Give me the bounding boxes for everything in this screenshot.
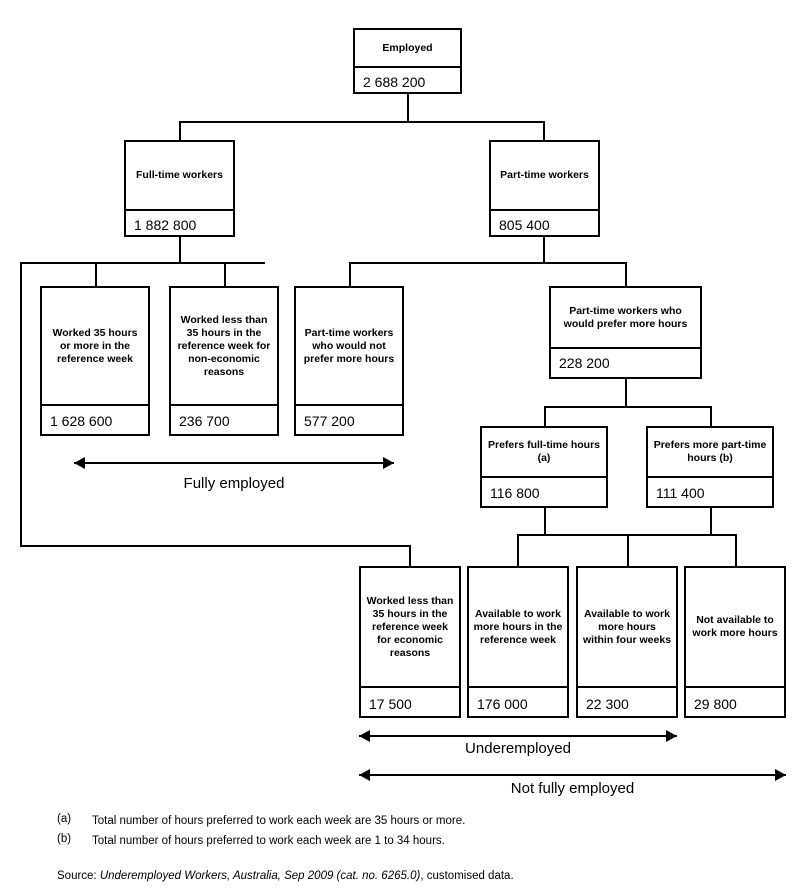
node-worked-35-or-more[interactable] (40, 286, 150, 436)
node-worked-35-or-more-value: 1 628 600 (42, 404, 148, 436)
connector-to-parttime (543, 121, 545, 140)
node-not-available-value: 29 800 (686, 686, 784, 720)
node-pt-not-prefer-more-label: Part-time workers who would not prefer more hours (303, 326, 395, 365)
source-title: Underemployed Workers, Australia, Sep 2009 (cat. no. 6265.0) (96, 870, 421, 882)
node-worked-35-or-more-label: Worked 35 hours or more in the reference week (52, 326, 138, 365)
connector-to-notprefer (349, 262, 351, 286)
connector-parttime-split (349, 262, 626, 264)
footnote-marker-a: (a) (57, 813, 72, 825)
connector-to-prefermore (625, 262, 627, 286)
connector-prefersfulltime-down (544, 508, 546, 534)
footnote-marker-b: (b) (57, 833, 72, 845)
connector-prefermore-down (625, 379, 627, 406)
node-not-available-label: Not available to work more hours (692, 614, 778, 639)
node-worked-less-economic[interactable] (359, 566, 461, 718)
node-employed[interactable] (353, 28, 462, 94)
connector-fulltime-split (95, 262, 265, 264)
connector-to-prefersfulltime (544, 406, 546, 426)
node-prefers-full-time[interactable] (480, 426, 608, 508)
connector-prefer-split (544, 406, 711, 408)
node-full-time-workers[interactable] (124, 140, 235, 237)
connector-economic-top-join (20, 262, 95, 264)
footnote-text-a: Total number of hours preferred to work each week are 35 hours or more. (92, 815, 466, 827)
node-prefers-full-time-label: Prefers full-time hours (a) (487, 439, 601, 464)
node-employed-value: 2 688 200 (355, 66, 460, 96)
connector-employed-split (179, 121, 544, 123)
node-available-four-weeks-value: 22 300 (578, 686, 676, 720)
node-not-available[interactable] (684, 566, 786, 718)
node-pt-prefer-more-label: Part-time workers who would prefer more hours (563, 304, 688, 330)
node-available-four-weeks-label: Available to work more hours within four weeks (582, 607, 672, 646)
node-part-time-workers[interactable] (489, 140, 600, 237)
node-full-time-workers-value: 1 882 800 (126, 209, 233, 239)
node-part-time-workers-label: Part-time workers (500, 169, 589, 181)
node-worked-less-noneconomic-value: 236 700 (171, 404, 277, 436)
connector-fulltime-down (179, 237, 181, 262)
connector-employed-down (407, 94, 409, 121)
node-worked-less-noneconomic[interactable] (169, 286, 279, 436)
bracket-fully-employed-arrow (74, 456, 394, 470)
node-pt-prefer-more[interactable] (549, 286, 702, 379)
connector-to-fulltime (179, 121, 181, 140)
connector-parttime-down (543, 237, 545, 262)
bracket-fully-employed-label: Fully employed (183, 475, 285, 492)
node-employed-label: Employed (382, 41, 433, 54)
node-available-ref-week-label: Available to work more hours in the reference week (473, 607, 563, 646)
node-pt-not-prefer-more-value: 577 200 (296, 404, 402, 436)
node-full-time-workers-label: Full-time workers (136, 169, 223, 181)
source-note (57, 870, 757, 882)
bracket-underemployed-label: Underemployed (465, 740, 571, 757)
connector-to-worked35 (95, 262, 97, 286)
connector-to-available-ref (517, 534, 519, 566)
connector-to-workedless-noneco (224, 262, 226, 286)
bracket-not-fully-employed-label: Not fully employed (510, 780, 635, 797)
node-pt-prefer-more-value: 228 200 (551, 347, 700, 377)
footnote-text-b: Total number of hours preferred to work each week are 1 to 34 hours. (92, 835, 445, 847)
node-prefers-more-part-time[interactable] (646, 426, 774, 508)
node-prefers-more-part-time-value: 111 400 (648, 476, 772, 508)
node-available-four-weeks[interactable] (576, 566, 678, 718)
node-worked-less-economic-value: 17 500 (361, 686, 459, 720)
node-available-ref-week[interactable] (467, 566, 569, 718)
source-suffix: , customised data. (420, 870, 514, 882)
source-prefix: Source: (57, 870, 97, 882)
connector-to-available-four (627, 534, 629, 566)
connector-economic-down (409, 545, 411, 566)
connector-to-notavailable (735, 534, 737, 566)
node-worked-less-economic-label: Worked less than 35 hours in the reference week for economic reasons (366, 594, 454, 659)
connector-economic-bottom (20, 545, 410, 547)
node-prefers-more-part-time-label: Prefers more part-time hours (b) (653, 439, 767, 464)
connector-economic-left-vertical (20, 262, 22, 547)
connector-to-prefersmoreparttime (710, 406, 712, 426)
connector-prefersmoreparttime-down (710, 508, 712, 534)
node-available-ref-week-value: 176 000 (469, 686, 567, 720)
node-pt-not-prefer-more[interactable] (294, 286, 404, 436)
node-worked-less-noneconomic-label: Worked less than 35 hours in the reference week for non-economic reasons (177, 313, 271, 378)
node-prefers-full-time-value: 116 800 (482, 476, 606, 508)
node-part-time-workers-value: 805 400 (491, 209, 598, 239)
